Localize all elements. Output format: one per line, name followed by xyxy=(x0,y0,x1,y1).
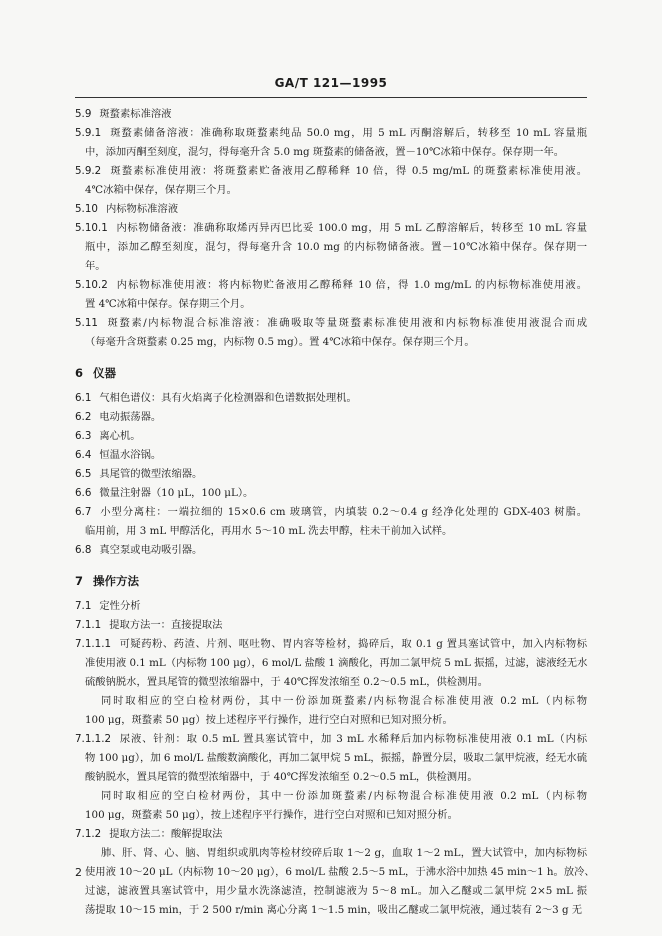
clause-number: 6.7 xyxy=(75,506,92,518)
clause-text: 内标物标准使用液：将内标物贮备液用乙醇稀释 10 倍，得 1.0 mg/mL 的内标物标准使用液。 xyxy=(115,279,587,291)
clause xyxy=(75,162,587,200)
clause xyxy=(75,389,587,408)
clause xyxy=(75,616,587,635)
clause-text: 气相色谱仪：具有火焰离子化检测器和色谱数据处理机。 xyxy=(99,392,357,404)
clause xyxy=(75,484,587,503)
clause xyxy=(75,427,587,446)
text-line xyxy=(75,882,587,901)
text-line xyxy=(75,484,587,503)
indented-paragraph xyxy=(75,844,595,920)
clause-text: 同时取相应的空白检材两份，其中一份添加斑蝥素/内标物混合标准使用液 0.2 mL（内标物 xyxy=(101,790,587,802)
clause-text: （每毫升含斑蝥素 0.25 mg，内标物 0.5 mg）。置 4℃冰箱中保存。保存期三个月。 xyxy=(85,336,475,348)
text-line xyxy=(75,408,587,427)
clause-text: 准使用液 0.1 mL（内标物 100 μg），6 mol/L 盐酸 1 滴酸化，再加二氯甲烷 5 mL 振摇，过滤，滤液经无水 xyxy=(85,657,588,669)
text-line xyxy=(75,673,587,692)
text-line xyxy=(75,597,587,616)
text-line xyxy=(75,105,587,124)
text-line xyxy=(75,314,587,333)
clause-number: 6.6 xyxy=(75,487,92,499)
clause-text: 可疑药粉、药渣、片剂、呕吐物、胃内容等检材，捣碎后，取 0.1 g 置具塞试管中，加入内标物标 xyxy=(119,638,587,650)
clause-text: 硫酸钠脱水，置具尾管的微型浓缩器中，于 40℃挥发浓缩至 0.2～0.5 mL，供检测用。 xyxy=(85,676,488,688)
clause-text: 真空泵或电动吸引器。 xyxy=(99,544,203,556)
clause xyxy=(75,465,587,484)
text-line xyxy=(75,333,587,352)
clause-text: 定性分析 xyxy=(99,600,141,612)
clause-text: 4℃冰箱中保存，保存期三个月。 xyxy=(85,184,237,196)
clause xyxy=(75,124,587,162)
clause-number: 6.4 xyxy=(75,449,92,461)
clause-text: 100 μg，斑蝥素 50 μg）按上述程序平行操作，进行空白对照和已知对照分析。 xyxy=(85,714,453,726)
text-line xyxy=(75,124,587,143)
clause-number: 5.9 xyxy=(75,108,92,120)
clause-number: 6.8 xyxy=(75,544,92,556)
running-header: GA/T 121—1995 xyxy=(274,76,388,90)
clause-text: 酸钠脱水，置具尾管的微型浓缩器中，于 40℃挥发浓缩至 0.2～0.5 mL，供检测用。 xyxy=(85,771,478,783)
clause-text: 临用前，用 3 mL 甲醇活化，再用水 5～10 mL 洗去甲醇，柱未干前加入试样。 xyxy=(85,525,453,537)
text-line xyxy=(75,635,587,654)
text-line xyxy=(75,389,587,408)
clause-text: 尿液、针剂：取 0.5 mL 置具塞试管中，加 3 mL 水稀释后加内标物标准使用液 0.1 mL（内标 xyxy=(119,733,587,745)
clause-text: 物 100 μg），加 6 mol/L 盐酸数滴酸化，再加二氯甲烷 5 mL，振摇，静置分层，吸取二氯甲烷液，经无水硫 xyxy=(85,752,587,764)
section-heading xyxy=(75,572,587,591)
text-line xyxy=(75,219,587,238)
clause-text: 瓶中，添加乙醇至刻度，混匀，得每毫升含 10.0 mg 的内标物储备液。置－10℃冰箱中保存。保存期一 xyxy=(85,241,587,253)
text-line xyxy=(75,295,587,314)
clause-text: 提取方法二：酸解提取法 xyxy=(109,828,223,840)
clause-number: 5.10.1 xyxy=(75,222,108,234)
clause xyxy=(75,408,587,427)
clause-text: 年。 xyxy=(85,260,106,272)
text-line xyxy=(75,901,587,920)
text-line xyxy=(75,427,587,446)
text-line xyxy=(75,276,587,295)
clause xyxy=(75,730,587,787)
clause-number: 7.1.1.2 xyxy=(75,733,112,745)
clause-number: 6.5 xyxy=(75,468,92,480)
clause-text: 同时取相应的空白检材两份，其中一份添加斑蝥素/内标物混合标准使用液 0.2 mL（内标物 xyxy=(101,695,587,707)
clause-text: 置 4℃冰箱中保存。保存期三个月。 xyxy=(85,298,251,310)
text-line xyxy=(75,654,587,673)
indented-paragraph xyxy=(75,692,587,730)
clause-text: 具尾管的微型浓缩器。 xyxy=(99,468,203,480)
clause xyxy=(75,597,587,616)
clause-text: 提取方法一：直接提取法 xyxy=(109,619,223,631)
clause-number: 5.10.2 xyxy=(75,279,108,291)
clause xyxy=(75,276,587,314)
clause-number: 7.1 xyxy=(75,600,92,612)
clause-text: 过滤，滤液置具塞试管中，用少量水洗涤滤渣，控制滤液为 5～8 mL。加入乙醚或二氯甲烷 2×5 mL 振 xyxy=(85,885,587,897)
clause-number: 5.10 xyxy=(75,203,98,215)
clause-number: 7.1.2 xyxy=(75,828,102,840)
text-line xyxy=(75,749,587,768)
text-line xyxy=(75,616,587,635)
text-line xyxy=(75,863,595,882)
clause-text: 恒温水浴锅。 xyxy=(99,449,162,461)
clause xyxy=(75,314,587,352)
text-line xyxy=(75,730,587,749)
clause-text: 100 μg，斑蝥素 50 μg），按上述程序平行操作，进行空白对照和已知对照分析。 xyxy=(85,809,458,821)
clause-text: 肺、肝、肾、心、脑、胃组织或肌肉等检材绞碎后取 1～2 g，血取 1～2 mL，置大试管中，加内标物标 xyxy=(101,847,587,859)
clause-number: 7.1.1.1 xyxy=(75,638,112,650)
clause-number: 7.1.1 xyxy=(75,619,102,631)
clause-number: 5.9.1 xyxy=(75,127,102,139)
clause-text: 内标物标准溶液 xyxy=(105,203,179,215)
clause xyxy=(75,219,587,276)
clause-text: 离心机。 xyxy=(99,430,141,442)
clause xyxy=(75,105,587,124)
text-line xyxy=(75,787,587,806)
clause-text: 斑蝥素/内标物混合标准溶液：准确吸取等量斑蝥素标准使用液和内标物标准使用液混合而成 xyxy=(105,317,587,329)
text-line xyxy=(75,238,587,257)
clause-text: 斑蝥素标准使用液：将斑蝥素贮备液用乙醇稀释 10 倍，得 0.5 mg/mL 的斑蝥素标准使用液。 xyxy=(109,165,587,177)
page-number: 2 xyxy=(75,866,82,879)
text-line xyxy=(75,806,587,825)
clause-text: 电动振荡器。 xyxy=(99,411,162,423)
section-number: 7 xyxy=(75,574,84,588)
clause xyxy=(75,446,587,465)
clause-text: 使用液 10～20 μL（内标物 10～20 μg），6 mol/L 盐酸 2.5～5 mL，于沸水浴中加热 45 min～1 h。放冷、 xyxy=(85,866,595,878)
clause-text: 斑蝥素标准溶液 xyxy=(99,108,172,120)
clause xyxy=(75,825,587,844)
clause-text: 荡提取 10～15 min，于 2 500 r/min 离心分离 1～1.5 min，吸出乙醚或二氯甲烷液，通过装有 2～3 g 无 xyxy=(85,904,583,916)
text-line xyxy=(75,522,587,541)
text-line xyxy=(75,711,587,730)
clause-text: 小型分离柱：一端拉细的 15×0.6 cm 玻璃管，内填装 0.2～0.4 g 经净化处理的 GDX-403 树脂。 xyxy=(99,506,587,518)
indented-paragraph xyxy=(75,787,587,825)
text-line xyxy=(75,181,587,200)
header-rule xyxy=(75,97,587,98)
text-line xyxy=(75,143,587,162)
clause-number: 5.11 xyxy=(75,317,98,329)
text-line xyxy=(75,844,587,863)
text-line xyxy=(75,692,587,711)
clause-text: 中，添加丙酮至刻度，混匀，得每毫升含 5.0 mg 斑蝥素的储备液，置－10℃冰箱中保存。保存期一年。 xyxy=(85,146,565,158)
section-title: 操作方法 xyxy=(93,574,140,588)
clause xyxy=(75,200,587,219)
text-line xyxy=(75,200,587,219)
text-line xyxy=(75,465,587,484)
clause-number: 6.2 xyxy=(75,411,92,423)
clause xyxy=(75,503,587,541)
text-line xyxy=(75,503,587,522)
section-number: 6 xyxy=(75,366,84,380)
clause-text: 斑蝥素储备溶液：准确称取斑蝥素纯品 50.0 mg，用 5 mL 丙酮溶解后，转移至 10 mL 容量瓶 xyxy=(109,127,587,139)
text-line xyxy=(75,257,587,276)
clause xyxy=(75,635,587,692)
clause-text: 微量注射器（10 μL，100 μL）。 xyxy=(99,487,254,499)
page-body xyxy=(75,105,595,920)
clause-text: 内标物储备液：准确称取烯丙异丙巴比妥 100.0 mg，用 5 mL 乙醇溶解后，转移至 10 mL 容量 xyxy=(115,222,587,234)
clause xyxy=(75,541,587,560)
clause-number: 5.9.2 xyxy=(75,165,102,177)
text-line xyxy=(75,768,587,787)
text-line xyxy=(75,541,587,560)
text-line xyxy=(75,446,587,465)
clause-number: 6.1 xyxy=(75,392,92,404)
section-heading xyxy=(75,364,587,383)
clause-number: 6.3 xyxy=(75,430,92,442)
text-line xyxy=(75,825,587,844)
text-line xyxy=(75,162,587,181)
section-title: 仪器 xyxy=(93,366,117,380)
